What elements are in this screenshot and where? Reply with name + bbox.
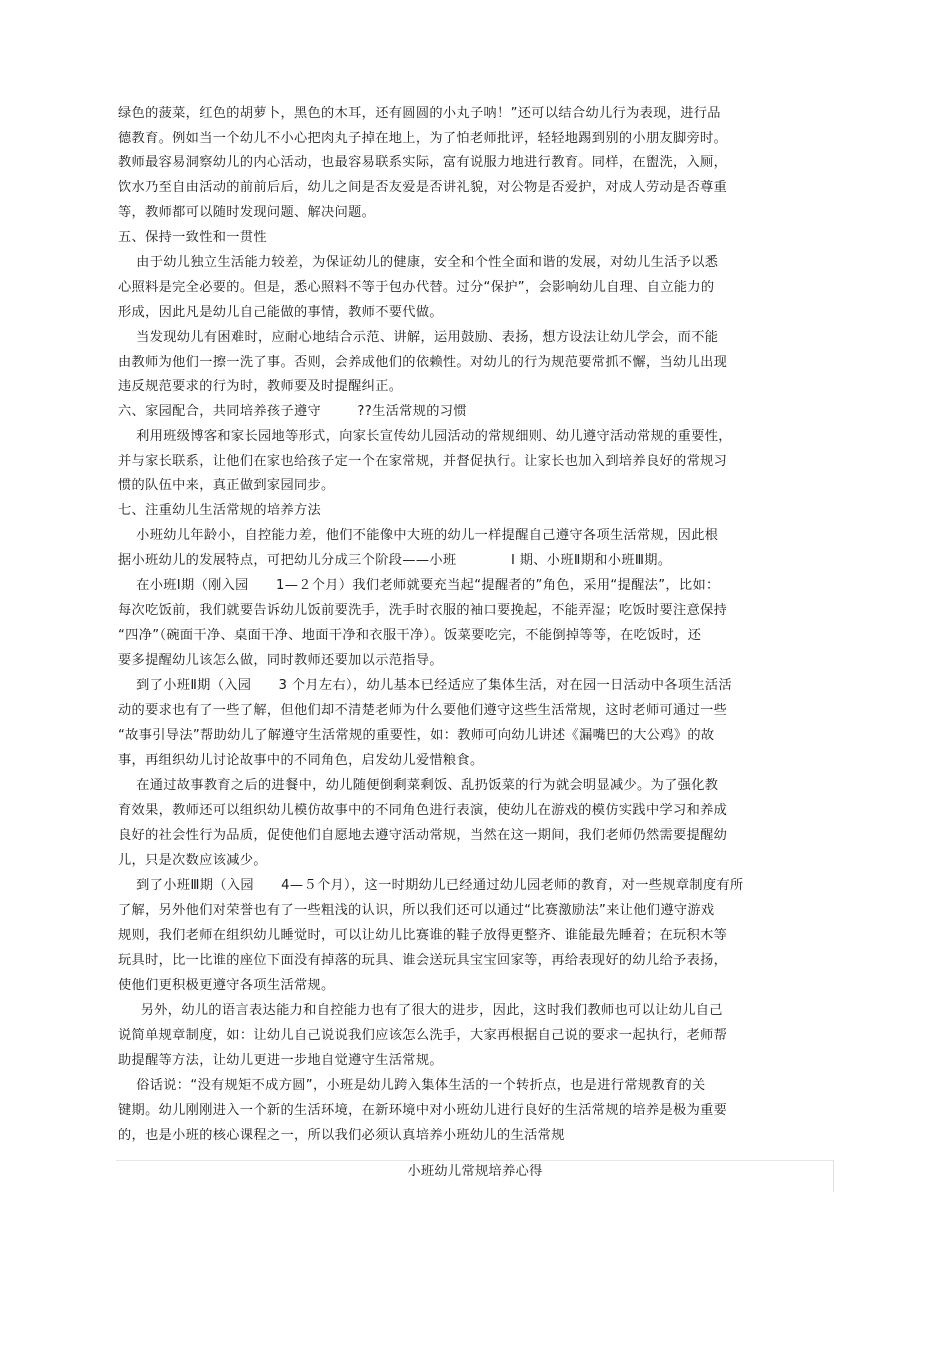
text-line: 规则，我们老师在组织幼儿睡觉时，可以让幼儿比赛谁的鞋子放得更整齐、谁能最先睡着；在玩积木等 xyxy=(118,928,728,943)
footer-title: 小班幼儿常规培养心得 xyxy=(407,1164,543,1179)
text-line: 违反规范要求的行为时，教师要及时提醒纠正。 xyxy=(118,379,403,394)
text-line: 俗话说：“没有规矩不成方圆”，小班是幼儿跨入集体生活的一个转折点，也是进行常规教育的关 xyxy=(118,1078,706,1093)
text-line: 当发现幼儿有困难时，应耐心地结合示范、讲解，运用鼓励、表扬，想方设法让幼儿学会，而不能 xyxy=(118,330,719,345)
text-line: 在小班Ⅰ期（刚入园 1—２个月）我们老师就要充当起“提醒者的”角色，采用“提醒法”，比如： xyxy=(118,578,720,593)
text-line: 到了小班Ⅲ期（入园 4—５个月），这一时期幼儿已经通过幼儿园老师的教育，对一些规章制度有所 xyxy=(118,878,744,893)
text-line: 在通过故事教育之后的进餐中，幼儿随便倒剩菜剩饭、乱扔饭菜的行为就会明显减少。为了强化教 xyxy=(118,778,719,793)
text-line: “四净”（碗面干净、桌面干净、地面干净和衣服干净）。饭菜要吃完，不能倒掉等等，在吃饭时，还 xyxy=(118,628,702,643)
text-line: 的，也是小班的核心课程之一，所以我们必须认真培养小班幼儿的生活常规 xyxy=(118,1128,565,1143)
text-line: 利用班级博客和家长园地等形式，向家长宣传幼儿园活动的常规细则、幼儿遵守活动常规的重要性， xyxy=(118,429,732,444)
text-line: 良好的社会性行为品质，促使他们自愿地去遵守活动常规，当然在这一期间，我们老师仍然需要提醒幼 xyxy=(118,828,728,843)
text-line: 德教育。例如当一个幼儿不小心把肉丸子掉在地上，为了怕老师批评，轻轻地踢到别的小朋友脚旁时。 xyxy=(118,131,728,146)
text-line: 键期。幼儿刚刚进入一个新的生活环境，在新环境中对小班幼儿进行良好的生活常规的培养是极为重要 xyxy=(118,1103,728,1118)
text-line: 了解，另外他们对荣誉也有了一些粗浅的认识，所以我们还可以通过“比赛激励法”来让他们遵守游戏 xyxy=(118,903,715,918)
text-line: 助提醒等方法，让幼儿更进一步地自觉遵守生活常规。 xyxy=(118,1053,443,1068)
text-line: 六、家园配合，共同培养孩子遵守 ??生活常规的习惯 xyxy=(118,404,467,419)
text-line: 七、注重幼儿生活常规的培养方法 xyxy=(118,503,322,518)
text-line: 儿，只是次数应该减少。 xyxy=(118,853,267,868)
text-line: 等，教师都可以随时发现问题、解决问题。 xyxy=(118,205,376,220)
text-line: 据小班幼儿的发展特点，可把幼儿分成三个阶段——小班 Ⅰ 期、小班Ⅱ期和小班Ⅲ期。 xyxy=(118,553,672,568)
text-line: 惯的队伍中来，真正做到家园同步。 xyxy=(118,478,335,493)
text-line: 玩具时，比一比谁的座位下面没有掉落的玩具、谁会送玩具宝宝回家等，再给表现好的幼儿给予表扬， xyxy=(118,953,728,968)
text-line: 由于幼儿独立生活能力较差，为保证幼儿的健康，安全和个性全面和谐的发展，对幼儿生活予以悉 xyxy=(118,255,719,270)
text-line: 并与家长联系，让他们在家也给孩子定一个在家常规，并督促执行。让家长也加入到培养良好的常规习 xyxy=(118,454,728,469)
text-line: 饮水乃至自由活动的前前后后，幼儿之间是否友爱是否讲礼貌，对公物是否爱护，对成人劳动是否尊重 xyxy=(118,180,728,195)
footer-divider xyxy=(116,1160,834,1161)
text-line: 使他们更积极更遵守各项生活常规。 xyxy=(118,978,335,993)
text-line: 育效果，教师还可以组织幼儿模仿故事中的不同角色进行表演，使幼儿在游戏的模仿实践中学习和养成 xyxy=(118,803,728,818)
text-line: 心照料是完全必要的。但是，悉心照料不等于包办代替。过分“保护”，会影响幼儿自理、自立能力的 xyxy=(118,280,715,295)
text-line: 绿色的菠菜，红色的胡萝卜，黑色的木耳，还有圆圆的小丸子呐！”还可以结合幼儿行为表现，进行品 xyxy=(118,106,721,121)
text-line: 说简单规章制度，如：让幼儿自己说说我们应该怎么洗手，大家再根据自己说的要求一起执行，老师帮 xyxy=(118,1028,728,1043)
text-line: 教师最容易洞察幼儿的内心活动，也最容易联系实际，富有说服力地进行教育。同样，在盥洗，入厕， xyxy=(118,155,728,170)
text-line: “故事引导法”帮助幼儿了解遵守生活常规的重要性，如：教师可向幼儿讲述《漏嘴巴的大公鸡》的故 xyxy=(118,728,715,743)
text-line: 由教师为他们一擦一洗了事。否则，会养成他们的依赖性。对幼儿的行为规范要常抓不懈，当幼儿出现 xyxy=(118,355,728,370)
text-line: 五、保持一致性和一贯性 xyxy=(118,230,267,245)
text-line: 到了小班Ⅱ期（入园 3 个月左右），幼儿基本已经适应了集体生活，对在园一日活动中各项生活活 xyxy=(118,678,732,693)
text-line: 另外，幼儿的语言表达能力和自控能力也有了很大的进步，因此，这时我们教师也可以让幼儿自己 xyxy=(118,1003,723,1018)
text-line: 小班幼儿年龄小，自控能力差，他们不能像中大班的幼儿一样提醒自己遵守各项生活常规，因此根 xyxy=(118,528,719,543)
text-line: 每次吃饭前，我们就要告诉幼儿饭前要洗手，洗手时衣服的袖口要挽起，不能弄湿；吃饭时要注意保持 xyxy=(118,603,728,618)
text-line: 事，再组织幼儿讨论故事中的不同角色，启发幼儿爱惜粮食。 xyxy=(118,753,484,768)
text-line: 要多提醒幼儿该怎么做，同时教师还要加以示范指导。 xyxy=(118,653,443,668)
text-line: 形成，因此凡是幼儿自己能做的事情，教师不要代做。 xyxy=(118,305,443,320)
text-line: 动的要求也有了一些了解，但他们却不清楚老师为什么要他们遵守这些生活常规，这时老师可通过一些 xyxy=(118,703,728,718)
